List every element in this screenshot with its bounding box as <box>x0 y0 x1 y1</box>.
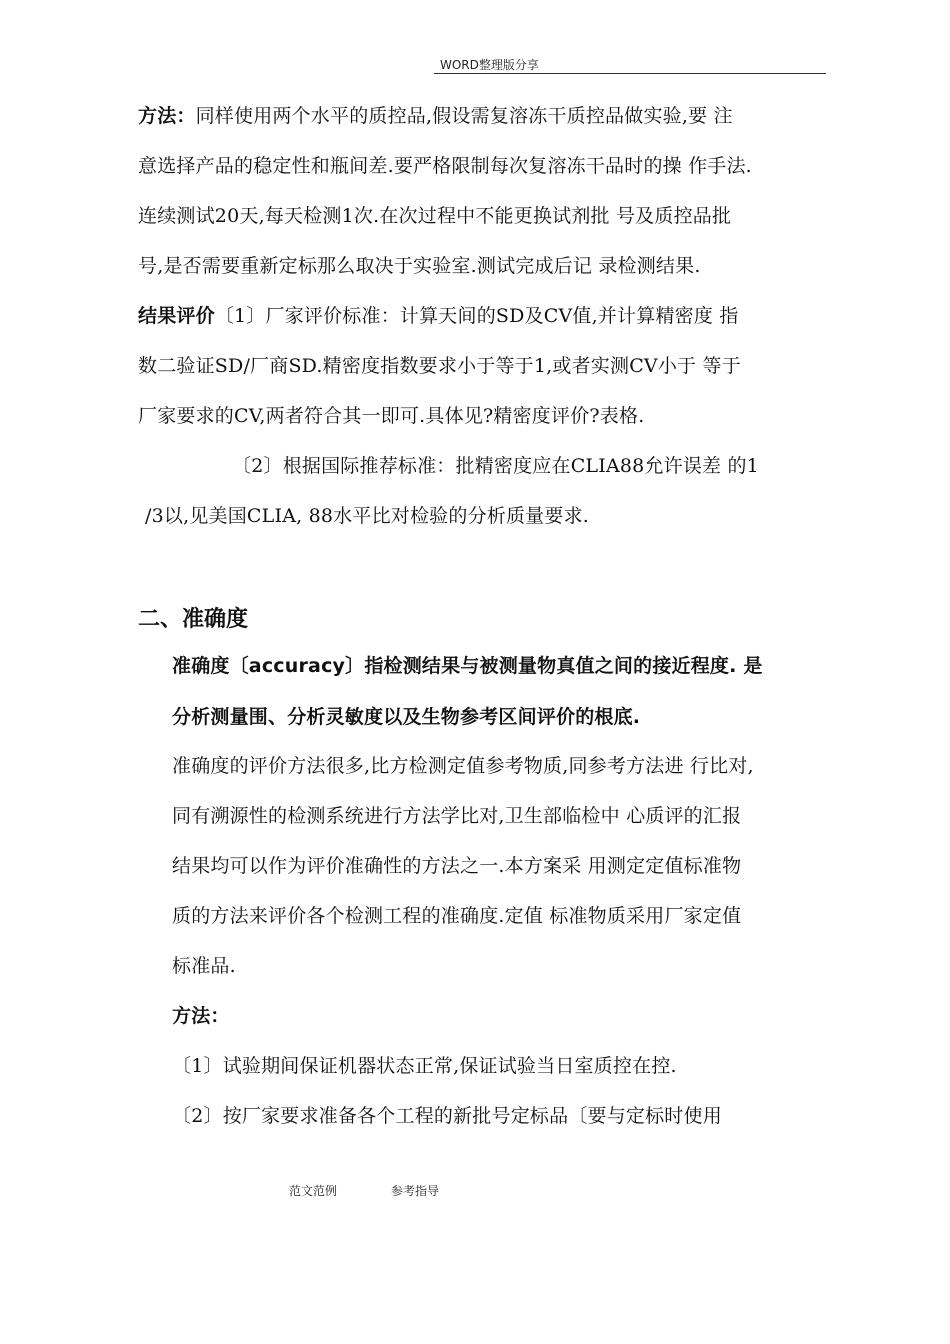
footer-left: 范文范例 <box>289 1184 338 1198</box>
result-line-1 <box>138 303 739 329</box>
body-line-5: 标准品. <box>172 955 236 977</box>
definition-line-1: 准确度〔accuracy〕指检测结果与被测量物真值之间的接近程度. 是 <box>172 655 763 677</box>
result-label: 结果评价 <box>138 305 215 327</box>
body-line-4: 质的方法来评价各个检测工程的准确度.定值 标准物质采用厂家定值 <box>172 905 742 927</box>
header-text: WORD整理版分享 <box>440 58 539 72</box>
result-line-5: /3以,见美国CLIA, 88水平比对检验的分析质量要求. <box>145 505 590 527</box>
step-1: 〔1〕试验期间保证机器状态正常,保证试验当日室质控在控. <box>172 1055 677 1077</box>
definition-line-2: 分析测量围、分析灵敏度以及生物参考区间评价的根底. <box>172 706 641 728</box>
footer-right: 参考指导 <box>391 1184 440 1198</box>
result-line-2: 数二验证SD/厂商SD.精密度指数要求小于等于1,或者实测CV小于 等于 <box>138 355 741 377</box>
section-heading: 二、准确度 <box>138 607 249 632</box>
method-line-3: 连续测试20天,每天检测1次.在次过程中不能更换试剂批 号及质控品批 <box>138 205 732 227</box>
method-label-2: 方法： <box>172 1005 230 1027</box>
method-label: 方法： <box>138 105 196 127</box>
method-text-1: 同样使用两个水平的质控品,假设需复溶冻干质控品做实验,要 注 <box>195 105 733 127</box>
result-line-4: 〔2〕根据国际推荐标准：批精密度应在CLIA88允许误差 的1 <box>232 455 759 477</box>
method-line-4: 号,是否需要重新定标那么取决于实验室.测试完成后记 录检测结果. <box>138 255 701 277</box>
method-line-1 <box>138 103 733 129</box>
body-line-3: 结果均可以作为评价准确性的方法之一.本方案采 用测定定值标准物 <box>172 855 742 877</box>
body-line-1: 准确度的评价方法很多,比方检测定值参考物质,同参考方法进 行比对, <box>172 755 754 777</box>
header-rule <box>434 73 826 74</box>
method-line-2: 意选择产品的稳定性和瓶间差.要严格限制每次复溶冻干品时的操 作手法. <box>138 155 752 177</box>
result-line-3: 厂家要求的CV,两者符合其一即可.具体见?精密度评价?表格. <box>138 405 645 427</box>
body-line-2: 同有溯源性的检测系统进行方法学比对,卫生部临检中 心质评的汇报 <box>172 805 742 827</box>
step-2: 〔2〕按厂家要求准备各个工程的新批号定标品〔要与定标时使用 <box>172 1105 722 1127</box>
result-text-1: 〔1〕厂家评价标准：计算天间的SD及CV值,并计算精密度 指 <box>214 305 739 327</box>
